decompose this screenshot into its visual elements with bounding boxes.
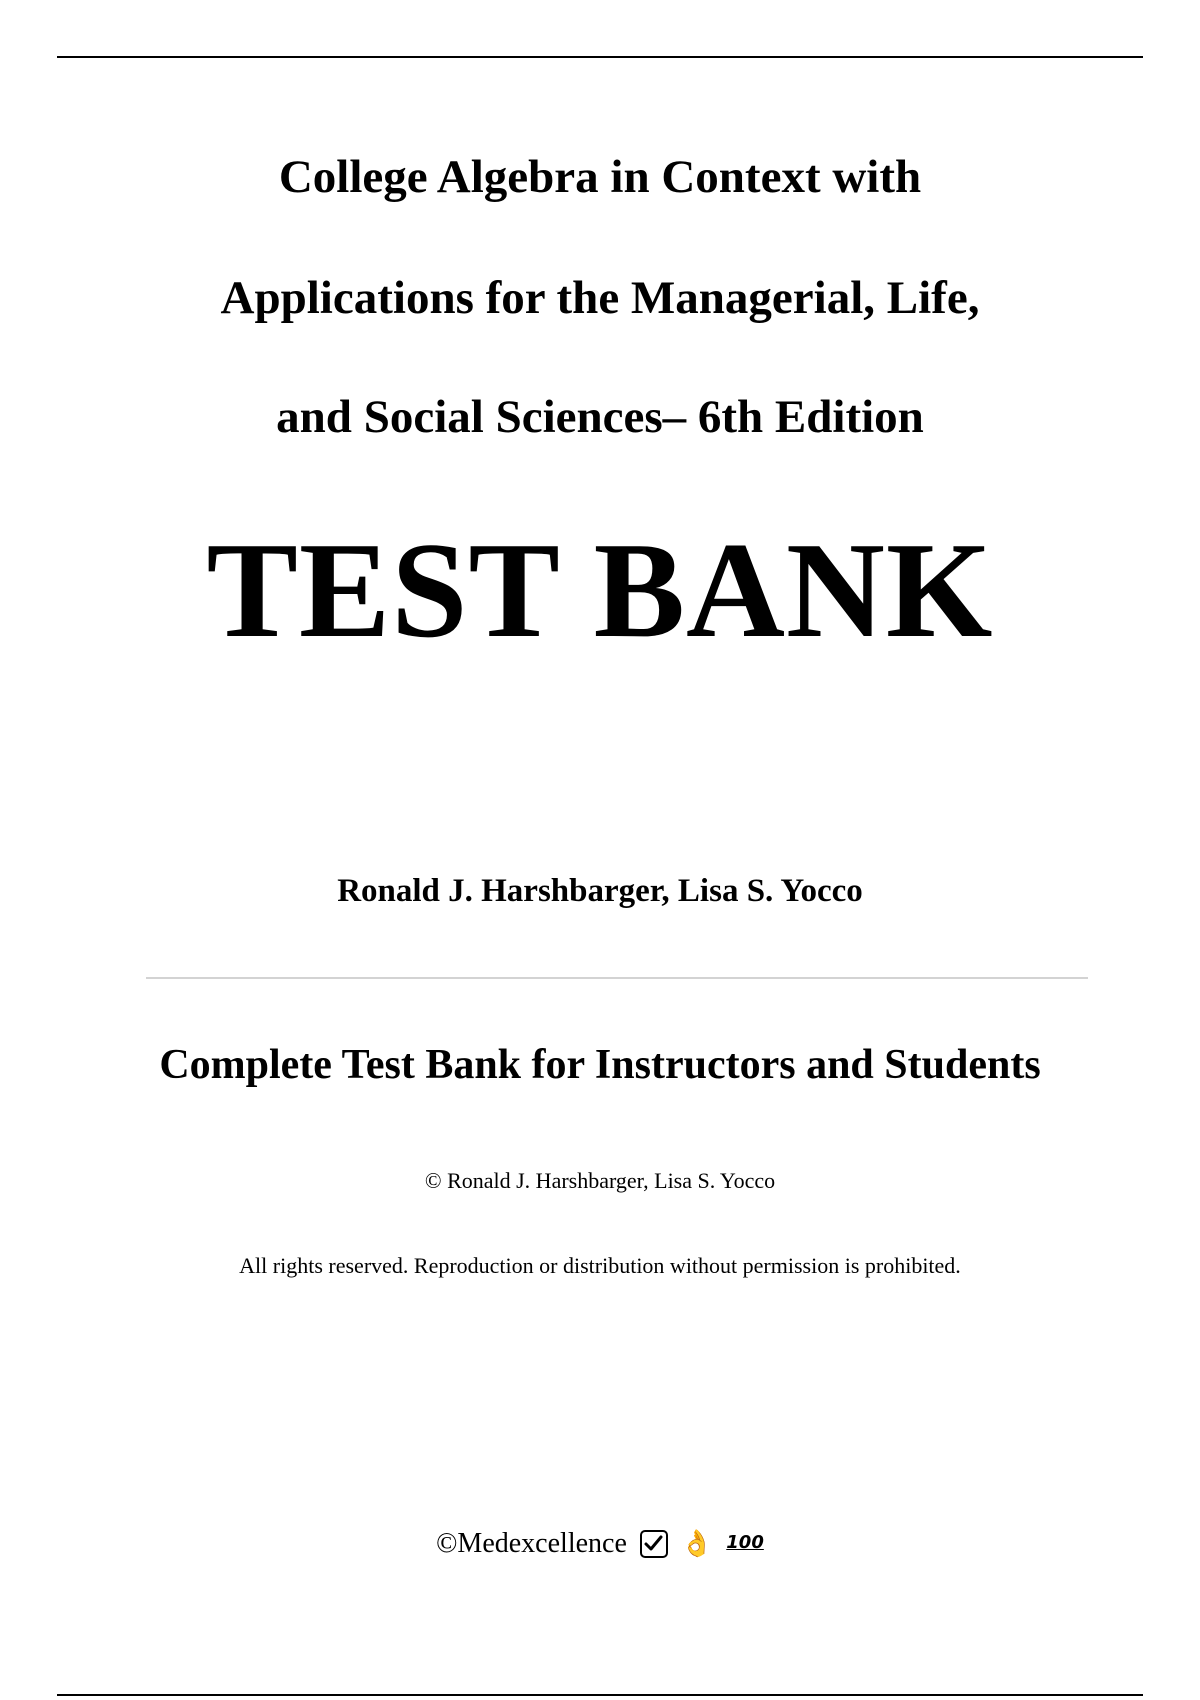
bottom-rule <box>57 1694 1143 1696</box>
ok-hand-icon: 👌 <box>680 1528 714 1559</box>
top-rule <box>57 56 1143 58</box>
divider <box>146 977 1088 979</box>
footer <box>0 1524 1200 1566</box>
title-line-3: and Social Sciences– 6th Edition <box>276 391 924 443</box>
footer-text: ©Medexcellence <box>436 1528 627 1559</box>
check-box-icon <box>640 1530 668 1558</box>
copyright-notice: © Ronald J. Harshbarger, Lisa S. Yocco <box>424 1168 776 1193</box>
subheading: Complete Test Bank for Instructors and Students <box>159 1042 1041 1088</box>
hundred-points-icon: 100 <box>726 1531 764 1553</box>
title-line-2: Applications for the Managerial, Life, <box>220 272 980 324</box>
authors: Ronald J. Harshbarger, Lisa S. Yocco <box>337 873 863 909</box>
title-line-1: College Algebra in Context with <box>278 151 922 203</box>
test-bank-banner: TEST BANK <box>206 514 994 666</box>
rights-notice: All rights reserved. Reproduction or distribution without permission is prohibited. <box>239 1253 961 1278</box>
